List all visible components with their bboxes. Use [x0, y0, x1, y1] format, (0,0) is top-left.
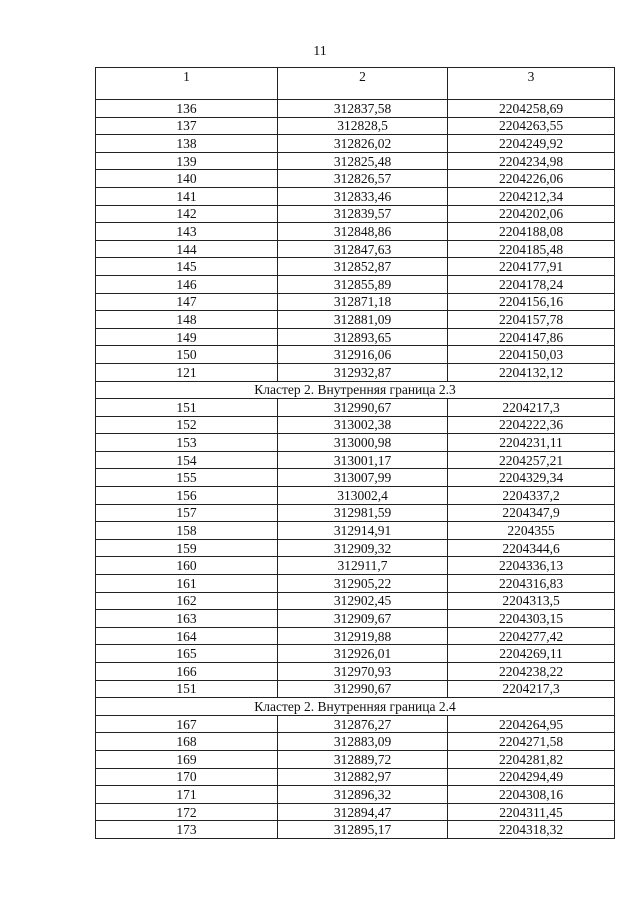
table-row [96, 205, 615, 223]
y-coordinate-cell: 2204202,06 [448, 205, 615, 223]
point-number-cell: 144 [96, 240, 278, 258]
y-coordinate-cell: 2204226,06 [448, 170, 615, 188]
y-coordinate-cell: 2204185,48 [448, 240, 615, 258]
y-coordinate-cell: 2204347,9 [448, 504, 615, 522]
table-row [96, 346, 615, 364]
table-row [96, 487, 615, 505]
table-row [96, 451, 615, 469]
point-number-cell: 163 [96, 610, 278, 628]
x-coordinate-cell: 312889,72 [278, 750, 448, 768]
table-row [96, 821, 615, 839]
x-coordinate-cell: 312990,67 [278, 399, 448, 417]
point-number-cell: 139 [96, 152, 278, 170]
table-row [96, 627, 615, 645]
y-coordinate-cell: 2204212,34 [448, 187, 615, 205]
table-row [96, 469, 615, 487]
point-number-cell: 164 [96, 627, 278, 645]
point-number-cell: 159 [96, 539, 278, 557]
point-number-cell: 151 [96, 399, 278, 417]
x-coordinate-cell: 312837,58 [278, 100, 448, 118]
table-row [96, 223, 615, 241]
y-coordinate-cell: 2204132,12 [448, 363, 615, 381]
table-row [96, 258, 615, 276]
section-title-row [96, 698, 615, 716]
x-coordinate-cell: 312852,87 [278, 258, 448, 276]
x-coordinate-cell: 312894,47 [278, 803, 448, 821]
point-number-cell: 145 [96, 258, 278, 276]
y-coordinate-cell: 2204303,15 [448, 610, 615, 628]
x-coordinate-cell: 312926,01 [278, 645, 448, 663]
x-coordinate-cell: 312905,22 [278, 575, 448, 593]
y-coordinate-cell: 2204294,49 [448, 768, 615, 786]
x-coordinate-cell: 312893,65 [278, 328, 448, 346]
table-row [96, 152, 615, 170]
x-coordinate-cell: 313000,98 [278, 434, 448, 452]
point-number-cell: 156 [96, 487, 278, 505]
x-coordinate-cell: 312881,09 [278, 311, 448, 329]
x-coordinate-cell: 312895,17 [278, 821, 448, 839]
table-row [96, 768, 615, 786]
column-number-row [96, 68, 615, 100]
point-number-cell: 172 [96, 803, 278, 821]
y-coordinate-cell: 2204188,08 [448, 223, 615, 241]
table-row [96, 803, 615, 821]
y-coordinate-cell: 2204258,69 [448, 100, 615, 118]
point-number-cell: 136 [96, 100, 278, 118]
y-coordinate-cell: 2204281,82 [448, 750, 615, 768]
x-coordinate-cell: 312876,27 [278, 715, 448, 733]
point-number-cell: 140 [96, 170, 278, 188]
point-number-cell: 166 [96, 663, 278, 681]
x-coordinate-cell: 312855,89 [278, 275, 448, 293]
table-row [96, 557, 615, 575]
point-number-cell: 168 [96, 733, 278, 751]
x-coordinate-cell: 312828,5 [278, 117, 448, 135]
point-number-cell: 143 [96, 223, 278, 241]
y-coordinate-cell: 2204147,86 [448, 328, 615, 346]
x-coordinate-cell: 313007,99 [278, 469, 448, 487]
point-number-cell: 151 [96, 680, 278, 698]
point-number-cell: 152 [96, 416, 278, 434]
point-number-cell: 146 [96, 275, 278, 293]
table-row [96, 504, 615, 522]
x-coordinate-cell: 312909,67 [278, 610, 448, 628]
point-number-cell: 173 [96, 821, 278, 839]
table-row [96, 680, 615, 698]
point-number-cell: 167 [96, 715, 278, 733]
y-coordinate-cell: 2204178,24 [448, 275, 615, 293]
table-row [96, 733, 615, 751]
table-row [96, 750, 615, 768]
y-coordinate-cell: 2204217,3 [448, 680, 615, 698]
table-row [96, 100, 615, 118]
x-coordinate-cell: 312902,45 [278, 592, 448, 610]
y-coordinate-cell: 2204316,83 [448, 575, 615, 593]
point-number-cell: 157 [96, 504, 278, 522]
y-coordinate-cell: 2204344,6 [448, 539, 615, 557]
y-coordinate-cell: 2204308,16 [448, 786, 615, 804]
point-number-cell: 121 [96, 363, 278, 381]
x-coordinate-cell: 312883,09 [278, 733, 448, 751]
y-coordinate-cell: 2204277,42 [448, 627, 615, 645]
coordinates-table-body [96, 68, 615, 839]
y-coordinate-cell: 2204264,95 [448, 715, 615, 733]
table-row [96, 416, 615, 434]
section-title: Кластер 2. Внутренняя граница 2.3 [96, 381, 615, 399]
y-coordinate-cell: 2204234,98 [448, 152, 615, 170]
x-coordinate-cell: 312826,57 [278, 170, 448, 188]
y-coordinate-cell: 2204318,32 [448, 821, 615, 839]
column-number-header: 1 [96, 68, 278, 100]
point-number-cell: 150 [96, 346, 278, 364]
section-title-row [96, 381, 615, 399]
section-title: Кластер 2. Внутренняя граница 2.4 [96, 698, 615, 716]
point-number-cell: 162 [96, 592, 278, 610]
x-coordinate-cell: 312911,7 [278, 557, 448, 575]
x-coordinate-cell: 312932,87 [278, 363, 448, 381]
y-coordinate-cell: 2204311,45 [448, 803, 615, 821]
table-row [96, 786, 615, 804]
table-row [96, 434, 615, 452]
point-number-cell: 165 [96, 645, 278, 663]
x-coordinate-cell: 312882,97 [278, 768, 448, 786]
coordinates-table [95, 67, 615, 839]
y-coordinate-cell: 2204269,11 [448, 645, 615, 663]
table-row [96, 240, 615, 258]
point-number-cell: 158 [96, 522, 278, 540]
x-coordinate-cell: 312981,59 [278, 504, 448, 522]
table-row [96, 311, 615, 329]
y-coordinate-cell: 2204271,58 [448, 733, 615, 751]
y-coordinate-cell: 2204217,3 [448, 399, 615, 417]
table-row [96, 663, 615, 681]
point-number-cell: 141 [96, 187, 278, 205]
table-row [96, 117, 615, 135]
table-row [96, 328, 615, 346]
x-coordinate-cell: 312871,18 [278, 293, 448, 311]
y-coordinate-cell: 2204336,13 [448, 557, 615, 575]
point-number-cell: 137 [96, 117, 278, 135]
page-number: 11 [313, 44, 327, 59]
point-number-cell: 153 [96, 434, 278, 452]
table-row [96, 645, 615, 663]
y-coordinate-cell: 2204263,55 [448, 117, 615, 135]
y-coordinate-cell: 2204177,91 [448, 258, 615, 276]
x-coordinate-cell: 312990,67 [278, 680, 448, 698]
table-row [96, 715, 615, 733]
point-number-cell: 142 [96, 205, 278, 223]
x-coordinate-cell: 312914,91 [278, 522, 448, 540]
x-coordinate-cell: 312839,57 [278, 205, 448, 223]
y-coordinate-cell: 2204238,22 [448, 663, 615, 681]
x-coordinate-cell: 312848,86 [278, 223, 448, 241]
y-coordinate-cell: 2204257,21 [448, 451, 615, 469]
table-row [96, 293, 615, 311]
y-coordinate-cell: 2204355 [448, 522, 615, 540]
table-row [96, 187, 615, 205]
point-number-cell: 170 [96, 768, 278, 786]
table-row [96, 592, 615, 610]
table-row [96, 575, 615, 593]
x-coordinate-cell: 312825,48 [278, 152, 448, 170]
y-coordinate-cell: 2204150,03 [448, 346, 615, 364]
y-coordinate-cell: 2204337,2 [448, 487, 615, 505]
y-coordinate-cell: 2204231,11 [448, 434, 615, 452]
y-coordinate-cell: 2204222,36 [448, 416, 615, 434]
table-row [96, 522, 615, 540]
point-number-cell: 160 [96, 557, 278, 575]
x-coordinate-cell: 312847,63 [278, 240, 448, 258]
point-number-cell: 148 [96, 311, 278, 329]
x-coordinate-cell: 312909,32 [278, 539, 448, 557]
table-row [96, 275, 615, 293]
table-row [96, 135, 615, 153]
point-number-cell: 147 [96, 293, 278, 311]
y-coordinate-cell: 2204329,34 [448, 469, 615, 487]
x-coordinate-cell: 312833,46 [278, 187, 448, 205]
x-coordinate-cell: 312919,88 [278, 627, 448, 645]
table-row [96, 610, 615, 628]
column-number-header: 3 [448, 68, 615, 100]
column-number-header: 2 [278, 68, 448, 100]
point-number-cell: 169 [96, 750, 278, 768]
y-coordinate-cell: 2204156,16 [448, 293, 615, 311]
x-coordinate-cell: 313002,4 [278, 487, 448, 505]
point-number-cell: 154 [96, 451, 278, 469]
table-row [96, 363, 615, 381]
point-number-cell: 149 [96, 328, 278, 346]
y-coordinate-cell: 2204157,78 [448, 311, 615, 329]
x-coordinate-cell: 313001,17 [278, 451, 448, 469]
y-coordinate-cell: 2204249,92 [448, 135, 615, 153]
table-row [96, 170, 615, 188]
point-number-cell: 155 [96, 469, 278, 487]
x-coordinate-cell: 312970,93 [278, 663, 448, 681]
point-number-cell: 138 [96, 135, 278, 153]
x-coordinate-cell: 312896,32 [278, 786, 448, 804]
point-number-cell: 161 [96, 575, 278, 593]
table-row [96, 399, 615, 417]
x-coordinate-cell: 313002,38 [278, 416, 448, 434]
x-coordinate-cell: 312916,06 [278, 346, 448, 364]
table-row [96, 539, 615, 557]
point-number-cell: 171 [96, 786, 278, 804]
x-coordinate-cell: 312826,02 [278, 135, 448, 153]
y-coordinate-cell: 2204313,5 [448, 592, 615, 610]
